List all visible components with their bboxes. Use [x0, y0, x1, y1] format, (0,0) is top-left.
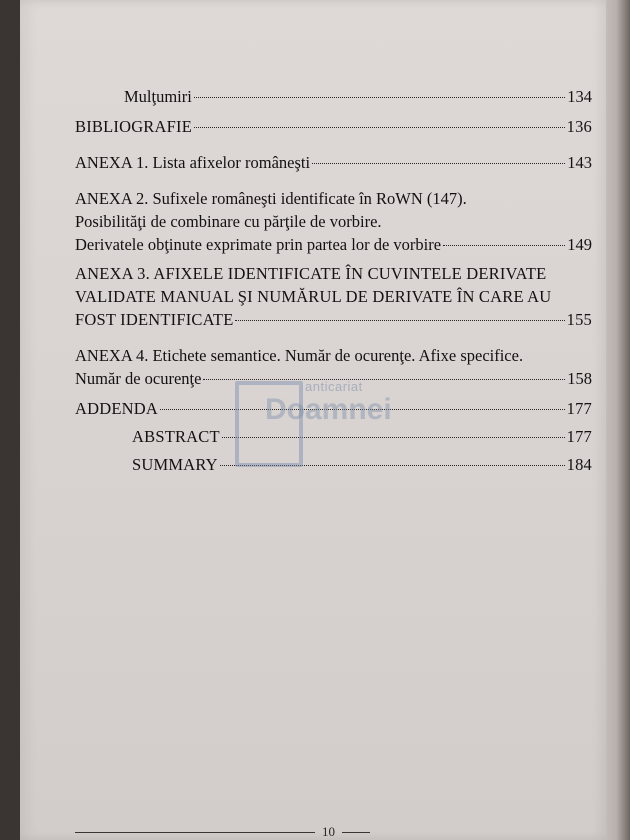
toc-page: 184 — [566, 455, 592, 474]
toc-page: 177 — [566, 427, 592, 446]
toc-page: 134 — [567, 87, 592, 106]
toc-title: SUMMARY — [132, 455, 218, 474]
toc-title-line: FOST IDENTIFICATE — [75, 310, 234, 329]
dot-leader — [194, 96, 565, 98]
footer-rule — [342, 832, 370, 833]
dot-leader — [235, 319, 564, 321]
toc-entry-bibliografie — [75, 115, 592, 138]
page-number: 10 — [322, 824, 335, 839]
toc-title-line: Derivatele obţinute exprimate prin partea lor de vorbire — [75, 235, 442, 254]
toc-title-line: ANEXA 4. Etichete semantice. Număr de ocurenţe. Afixe specifice. — [75, 346, 524, 365]
dot-leader — [220, 464, 565, 466]
toc-title-line: Număr de ocurenţe — [75, 369, 202, 388]
toc-entry-multumiri — [124, 85, 592, 108]
toc-entry-anexa-1 — [75, 151, 592, 174]
toc-title: ANEXA 1. Lista afixelor româneşti — [75, 153, 311, 172]
toc-entry-abstract — [132, 425, 592, 448]
dot-leader — [160, 408, 565, 410]
toc-title: ABSTRACT — [132, 427, 220, 446]
toc-title: Mulţumiri — [124, 87, 192, 106]
footer-rule — [75, 832, 315, 833]
toc-title: ADDENDA — [75, 399, 158, 418]
toc-entry-summary — [132, 453, 592, 476]
toc-entry-anexa-2 — [75, 187, 592, 256]
toc-entry-anexa-4 — [75, 344, 592, 390]
watermark-small-text: anticariat — [305, 379, 363, 394]
toc-page: 143 — [567, 153, 592, 172]
dot-leader — [312, 162, 565, 164]
dot-leader — [194, 126, 565, 128]
toc-title: BIBLIOGRAFIE — [75, 117, 192, 136]
toc-title-line: ANEXA 2. Sufixele româneşti identificate în RoWN (147). — [75, 189, 467, 208]
dot-leader — [443, 244, 565, 246]
dot-leader — [222, 436, 565, 438]
toc-page: 149 — [567, 235, 592, 254]
toc-title-line: VALIDATE MANUAL ŞI NUMĂRUL DE DERIVATE ÎN CARE AU — [75, 287, 552, 306]
toc-entry-anexa-3 — [75, 262, 592, 331]
dot-leader — [203, 378, 565, 380]
toc-page: 155 — [566, 310, 592, 329]
toc-title-line: Posibilităţi de combinare cu părţile de vorbire. — [75, 212, 382, 231]
toc-page: 158 — [567, 369, 592, 388]
toc-page: 177 — [566, 399, 592, 418]
toc-page: 136 — [566, 117, 592, 136]
toc-entry-addenda — [75, 397, 592, 420]
toc-title-line: ANEXA 3. AFIXELE IDENTIFICATE ÎN CUVINTELE DERIVATE — [75, 264, 547, 283]
watermark-big-text: Doamnei — [265, 393, 392, 426]
